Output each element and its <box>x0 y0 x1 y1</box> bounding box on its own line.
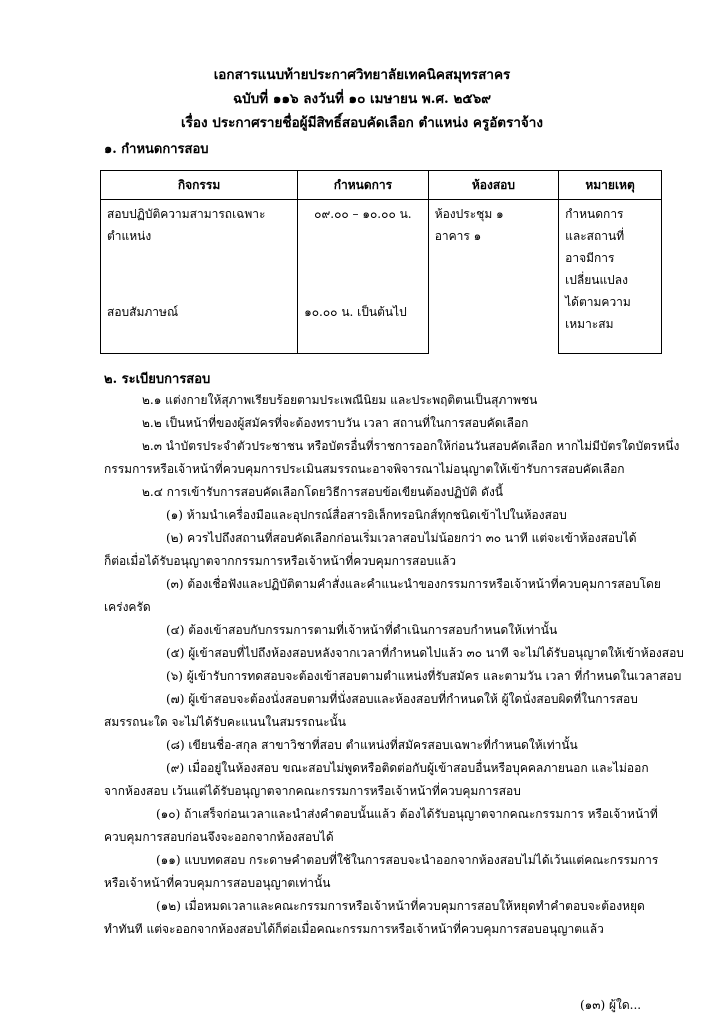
column-header-note: หมายเหตุ <box>559 171 662 200</box>
rule-line: (๔) ต้องเข้าสอบกับกรรมการตามที่เจ้าหน้าที่ดำเนินการสอบกำหนดให้เท่านั้น <box>166 623 558 637</box>
note-text: เปลี่ยนแปลง <box>565 273 629 287</box>
column-header-activity: กิจกรรม <box>101 171 298 200</box>
rule-line: (๙) เมื่ออยู่ในห้องสอบ ขณะสอบไม่พูดหรือติดต่อกับผู้เข้าสอบอื่นหรือบุคคลภายนอก และไม่ออก <box>166 761 649 775</box>
rule-line: หรือเจ้าหน้าที่ควบคุมการสอบอนุญาตเท่านั้น <box>104 876 331 890</box>
note-text: เหมาะสม <box>565 317 614 331</box>
note-cell <box>559 200 662 354</box>
column-header-room: ห้องสอบ <box>428 171 558 200</box>
schedule-cell <box>298 298 429 354</box>
rule-line: (๑) ห้ามนำเครื่องมือและอุปกรณ์สื่อสารอิเล็กทรอนิกส์ทุกชนิดเข้าไปในห้องสอบ <box>166 508 567 522</box>
schedule-table <box>100 170 662 354</box>
rule-line: (๑๑) แบบทดสอบ กระดาษคำตอบที่ใช้ในการสอบจะนำออกจากห้องสอบไม่ได้เว้นแต่คณะกรรมการ <box>156 853 659 867</box>
rule-line: จากห้องสอบ เว้นแต่ได้รับอนุญาตจากคณะกรรมการหรือเจ้าหน้าที่ควบคุมการสอบ <box>104 784 521 798</box>
note-text: และสถานที่ <box>565 229 625 243</box>
header-line-2: ฉบับที่ ๑๑๖ ลงวันที่ ๑๐ เมษายน พ.ศ. ๒๕๖๙ <box>232 91 492 107</box>
rule-line: ทำทันที แต่จะออกจากห้องสอบได้ก็ต่อเมื่อคณะกรรมการหรือเจ้าหน้าที่ควบคุมการสอบอนุญาตแล้ว <box>104 922 604 936</box>
activity-cell <box>101 200 298 298</box>
activity-cell <box>101 298 298 354</box>
rule-line: ควบคุมการสอบก่อนจึงจะออกจากห้องสอบได้ <box>104 830 334 844</box>
note-text: อาจมีการ <box>565 251 615 265</box>
rule-line: ๒.๒ เป็นหน้าที่ของผู้สมัครที่จะต้องทราบวัน เวลา สถานที่ในการสอบคัดเลือก <box>142 416 529 430</box>
room-text: อาคาร ๑ <box>434 229 482 243</box>
rule-line: (๘) เขียนชื่อ-สกุล สาขาวิชาที่สอบ ตำแหน่งที่สมัครสอบเฉพาะที่กำหนดให้เท่านั้น <box>166 738 578 752</box>
rule-line: สมรรถนะใด จะไม่ได้รับคะแนนในสมรรถนะนั้น <box>104 715 346 729</box>
note-text: กำหนดการ <box>565 207 624 221</box>
column-header-schedule: กำหนดการ <box>298 171 429 200</box>
table-row <box>101 200 662 298</box>
continued-footer: (๑๓) ผู้ใด... <box>580 998 642 1012</box>
rule-line: ๒.๔ การเข้ารับการสอบคัดเลือกโดยวิธีการสอบข้อเขียนต้องปฏิบัติ ดังนี้ <box>142 485 504 499</box>
schedule-cell <box>298 200 429 298</box>
rule-line: (๓) ต้องเชื่อฟังและปฏิบัติตามคำสั่งและคำแนะนำของกรรมการหรือเจ้าหน้าที่ควบคุมการสอบโดย <box>166 577 661 591</box>
schedule-time: ๐๙.๐๐ – ๑๐.๐๐ น. <box>314 207 412 221</box>
rule-line: ก็ต่อเมื่อได้รับอนุญาตจากกรรมการหรือเจ้าหน้าที่ควบคุมการสอบแล้ว <box>104 554 457 568</box>
rule-line: (๗) ผู้เข้าสอบจะต้องนั่งสอบตามที่นั่งสอบและห้องสอบที่กำหนดให้ ผู้ใดนั่งสอบผิดที่ในการสอบ <box>166 692 638 706</box>
section-1-title: ๑. กำหนดการสอบ <box>104 142 209 157</box>
room-cell <box>428 200 558 354</box>
rule-line: ๒.๓ นำบัตรประจำตัวประชาชน หรือบัตรอื่นที่ราชการออกให้ก่อนวันสอบคัดเลือก หากไม่มีบัตรใดบัตรหนึ่ง <box>142 439 680 453</box>
rule-line: (๖) ผู้เข้ารับการทดสอบจะต้องเข้าสอบตามตำแหน่งที่รับสมัคร และตามวัน เวลา ที่กำหนดในเวลาสอบ <box>166 669 682 683</box>
section-2-title: ๒. ระเบียบการสอบ <box>104 372 211 387</box>
rule-line: (๑๒) เมื่อหมดเวลาและคณะกรรมการหรือเจ้าหน้าที่ควบคุมการสอบให้หยุดทำคำตอบจะต้องหยุด <box>156 899 645 913</box>
header-line-1: เอกสารแนบท้ายประกาศวิทยาลัยเทคนิคสมุทรสาคร <box>213 67 511 83</box>
rule-line: (๒) ควรไปถึงสถานที่สอบคัดเลือกก่อนเริ่มเวลาสอบไม่น้อยกว่า ๓๐ นาที แต่จะเข้าห้องสอบได้ <box>166 531 637 545</box>
rule-line: (๕) ผู้เข้าสอบที่ไปถึงห้องสอบหลังจากเวลาที่กำหนดไปแล้ว ๓๐ นาที จะไม่ได้รับอนุญาตให้เข้าห้องสอบ <box>166 646 684 660</box>
note-text: ได้ตามความ <box>565 295 631 309</box>
rule-line: ๒.๑ แต่งกายให้สุภาพเรียบร้อยตามประเพณีนิยม และประพฤติตนเป็นสุภาพชน <box>142 393 538 407</box>
rule-line: กรรมการหรือเจ้าหน้าที่ควบคุมการประเมินสมรรถนะอาจพิจารณาไม่อนุญาตให้เข้ารับการสอบคัดเลือก <box>104 462 625 476</box>
schedule-table-header <box>101 171 662 200</box>
rule-line: (๑๐) ถ้าเสร็จก่อนเวลาและนำส่งคำตอบนั้นแล้ว ต้องได้รับอนุญาตจากคณะกรรมการ หรือเจ้าหน้าที่ <box>156 807 658 821</box>
rule-line: เคร่งครัด <box>104 600 151 614</box>
schedule-time: ๑๐.๐๐ น. เป็นต้นไป <box>304 304 407 319</box>
room-text: ห้องประชุม ๑ <box>434 207 504 221</box>
activity-text: สอบปฏิบัติความสามารถเฉพาะ <box>107 207 266 221</box>
header-line-3: เรื่อง ประกาศรายชื่อผู้มีสิทธิ์สอบคัดเลือก ตำแหน่ง ครูอัตราจ้าง <box>181 115 543 131</box>
activity-text: สอบสัมภาษณ์ <box>107 304 179 319</box>
activity-text: ตำแหน่ง <box>107 229 152 243</box>
